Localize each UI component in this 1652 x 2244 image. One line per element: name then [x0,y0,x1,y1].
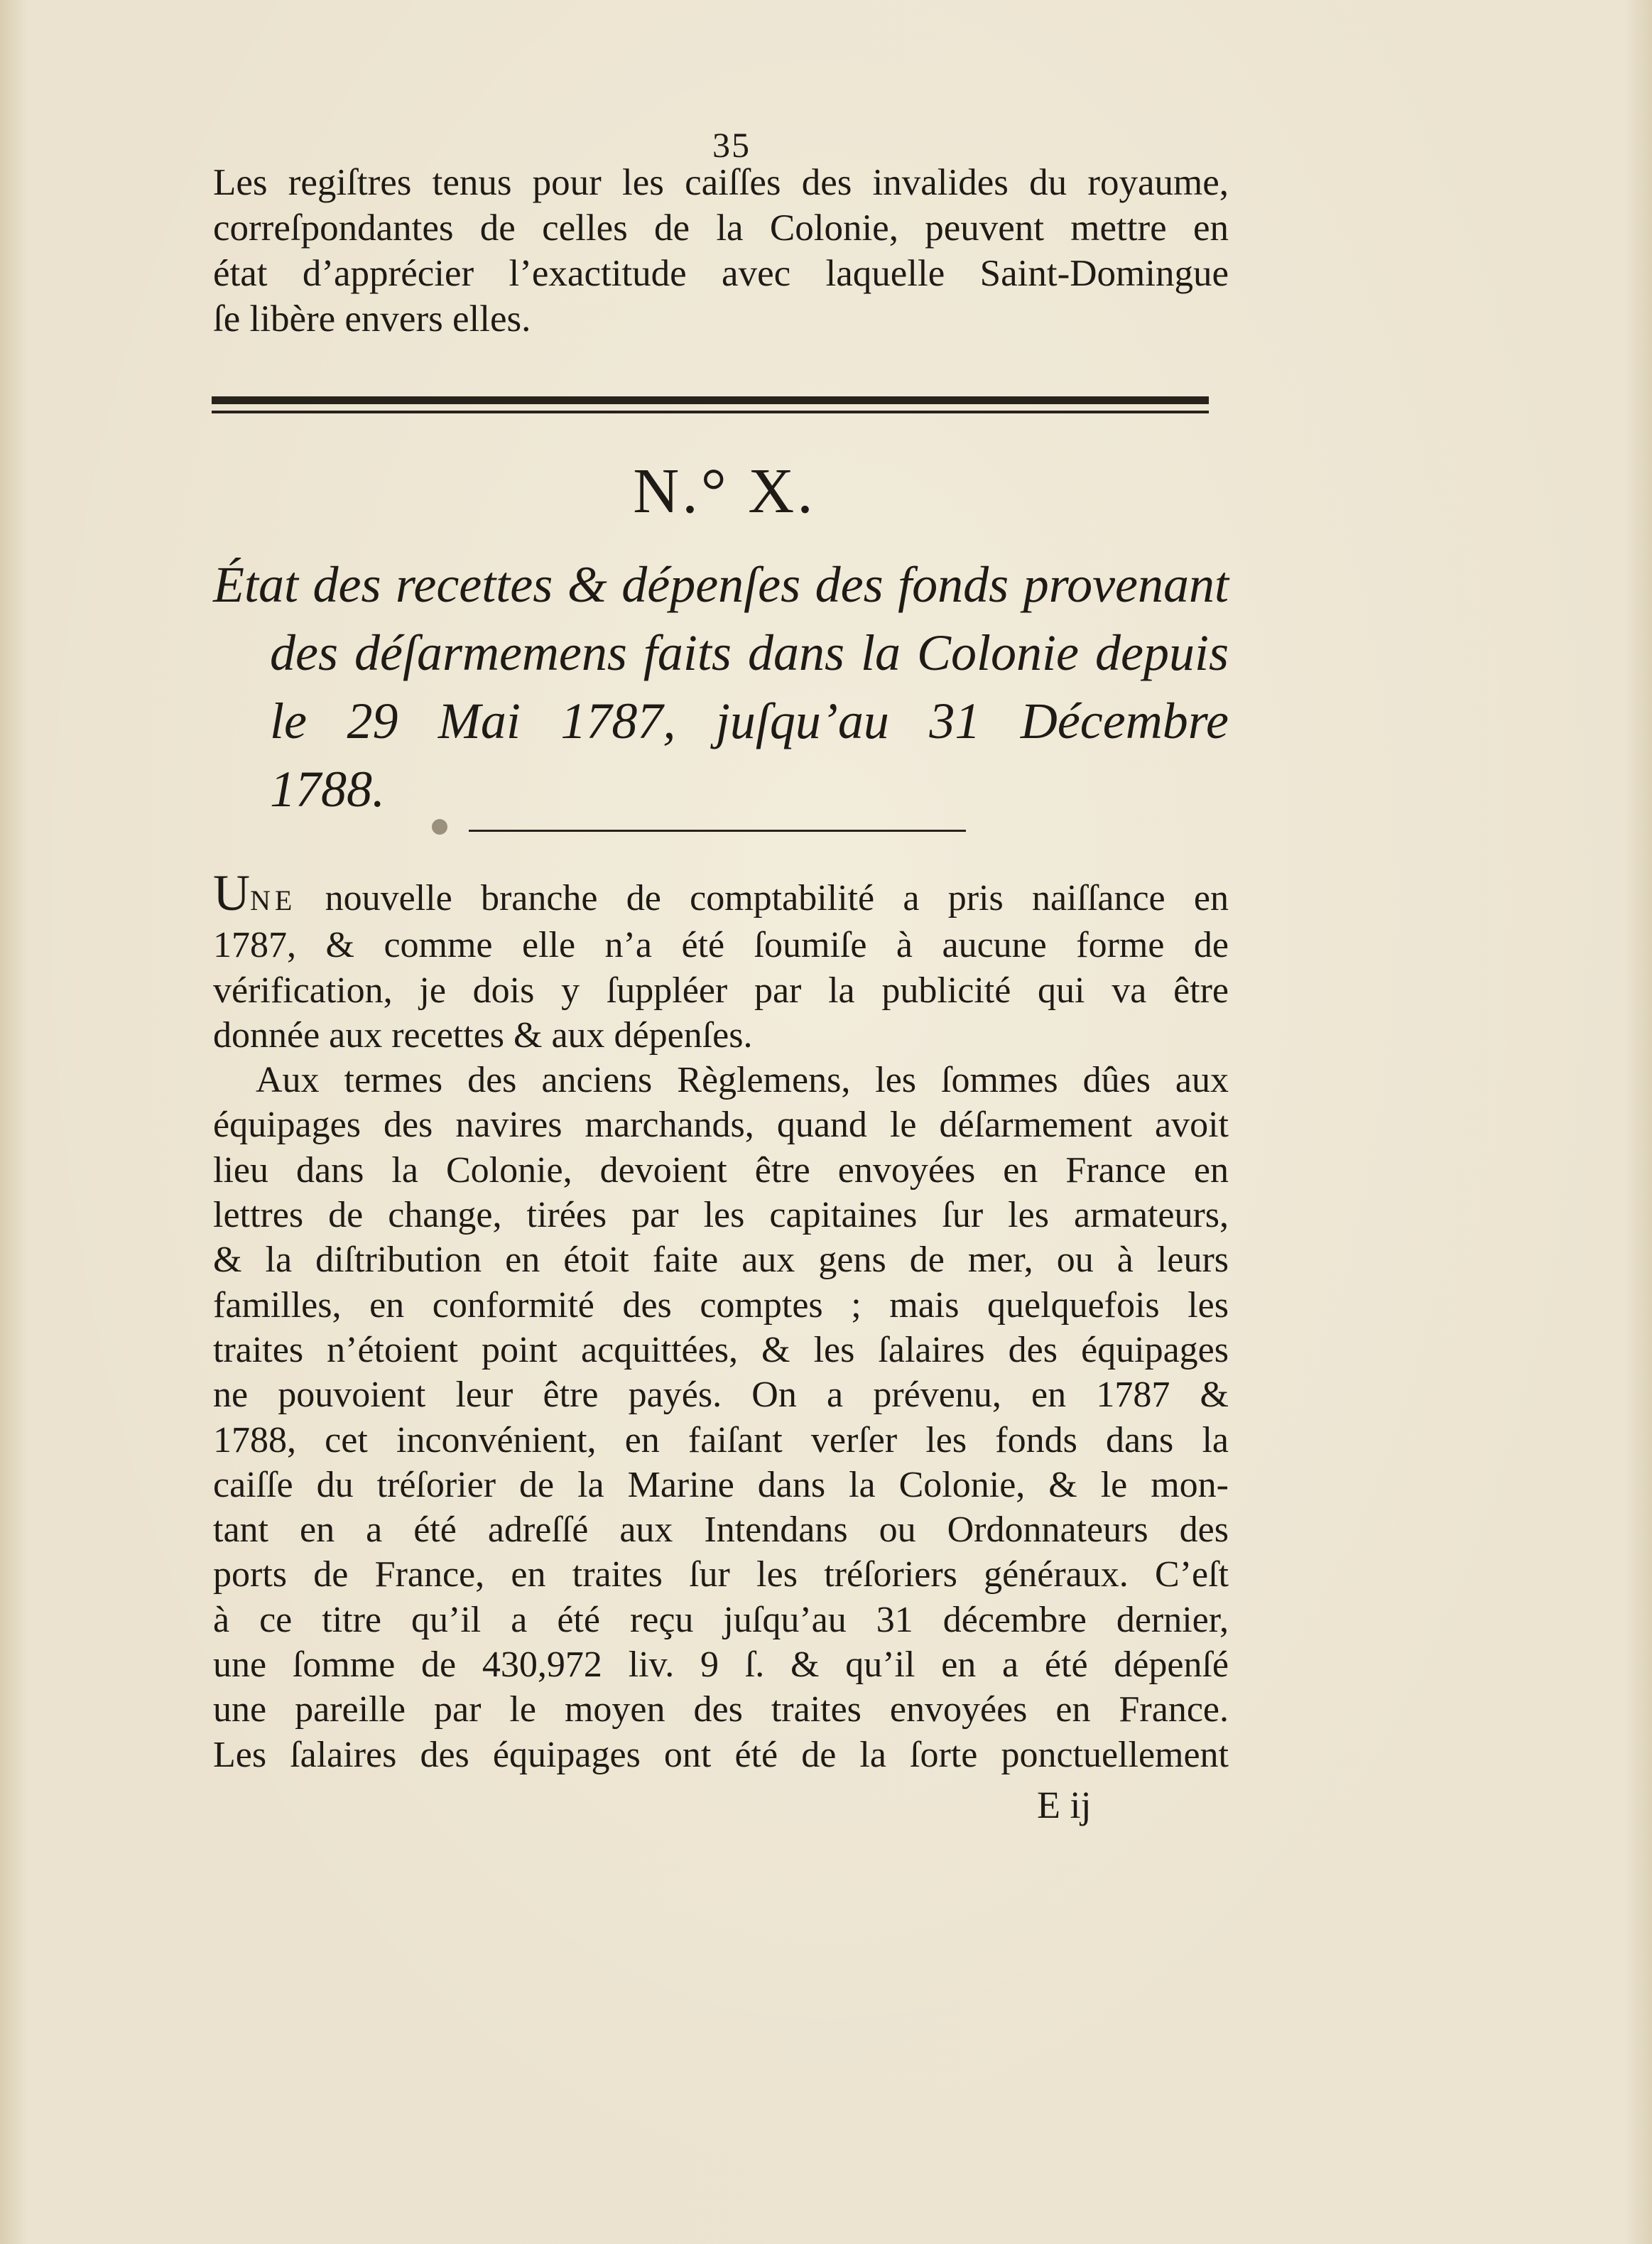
body-line: Les ſalaires des équipages ont été de la ſorte ponctuellement [213,1734,1229,1775]
body-line: à ce titre qu’il a été reçu juſqu’au 31 décembre dernier, [213,1599,1229,1640]
ink-dot [432,819,447,835]
body-line: équipages des navires marchands, quand le déſarmement avoit [213,1105,1229,1146]
body-line: familles, en conformité des comptes ; mais quelquefois les [213,1284,1229,1326]
body-line: une pareille par le moyen des traites envoyées en France. [213,1689,1229,1730]
title-line: 1788. [270,761,385,818]
title-line: le 29 Mai 1787, juſqu’au 31 Décembre [270,693,1229,749]
body-line: vérification, je dois y ſuppléer par la publicité qui va être [213,970,1229,1011]
body-line: ports de France, en traites ſur les tréſoriers généraux. C’eſt [213,1554,1229,1595]
title-line: des déſarmemens faits dans la Colonie depuis [270,624,1229,681]
body-line: lieu dans la Colonie, devoient être envoyées en France en [213,1149,1229,1191]
body-line: traites n’étoient point acquittées, & les ſalaires des équipages [213,1329,1229,1370]
intro-line: Les regiſtres tenus pour les caiſſes des invalides du royaume, [213,162,1229,203]
body-line: 1787, & comme elle n’a été ſoumiſe à aucune forme de [213,925,1229,966]
intro-line: état d’apprécier l’exactitude avec laquelle Saint-Domingue [213,253,1229,294]
page-number: 35 [712,125,751,165]
title-underline-rule [469,830,966,832]
intro-line: correſpondantes de celles de la Colonie, peuvent mettre en [213,207,1229,249]
section-number: N.° X. [633,456,816,526]
first-line-text: nouvelle branche de comptabilité a pris naiſſance en [296,878,1229,918]
small-caps-text: NE [250,884,297,916]
body-line: une ſomme de 430,972 liv. 9 ſ. & qu’il en a été dépenſé [213,1644,1229,1686]
body-line: donnée aux recettes & aux dépenſes. [213,1014,753,1056]
body-line: lettres de change, tirées par les capitaines ſur les armateurs, [213,1195,1229,1236]
section-divider [212,396,1209,418]
title-line: État des recettes & dépenſes des fonds provenant [213,556,1229,613]
body-line: & la diſtribution en étoit faite aux gens de mer, ou à leurs [213,1240,1229,1281]
divider-thin-rule [212,411,1209,413]
intro-line: ſe libère envers elles. [213,298,531,340]
body-line: ne pouvoient leur être payés. On a prévenu, en 1787 & [213,1375,1229,1416]
body-text [213,864,1229,1777]
body-line: caiſſe du tréſorier de la Marine dans la Colonie, & le mon- [213,1464,1229,1505]
body-first-line [213,864,1229,923]
signature-mark: E ij [1037,1784,1092,1826]
drop-cap: U [213,864,250,921]
body-line: Aux termes des anciens Règlemens, les ſommes dûes aux [256,1060,1229,1101]
intro-paragraph [213,160,1229,342]
section-title [213,551,1229,823]
body-line: tant en a été adreſſé aux Intendans ou Ordonnateurs des [213,1509,1229,1551]
body-line: 1788, cet inconvénient, en faiſant verſer les fonds dans la [213,1419,1229,1460]
divider-thick-rule [212,396,1209,404]
